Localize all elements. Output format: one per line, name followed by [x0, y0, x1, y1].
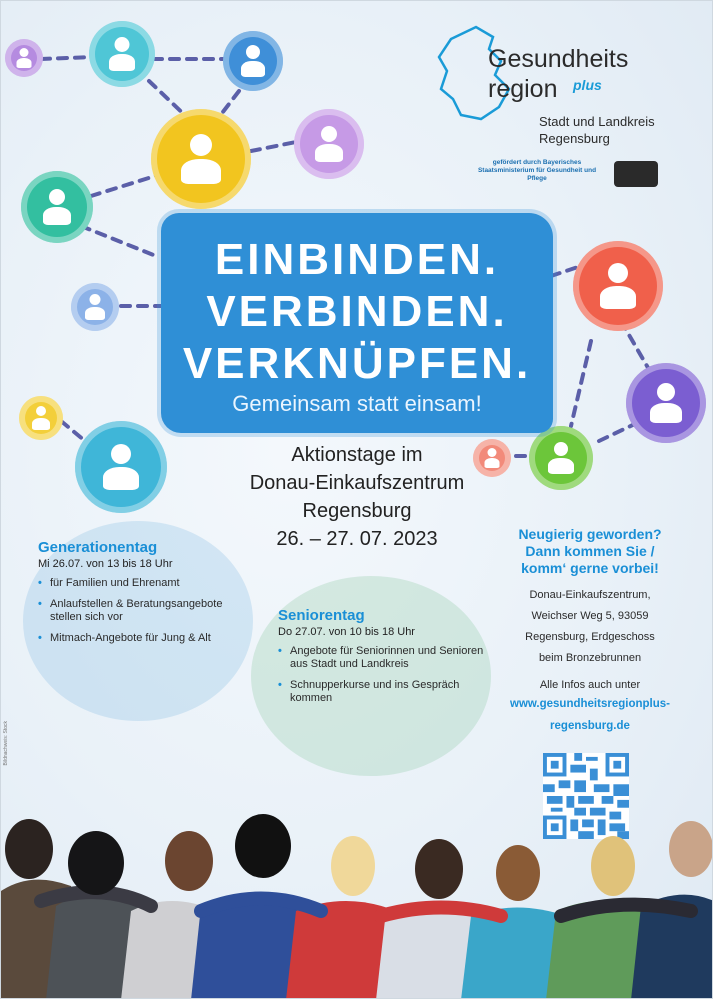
- generationentag-title: Generationentag: [38, 539, 158, 556]
- bavaria-map-icon: [431, 19, 551, 129]
- logo-subtitle: [539, 113, 655, 147]
- generationentag-section: [38, 539, 238, 653]
- logo-subtitle-line2: Regensburg: [539, 131, 610, 146]
- info-section: [479, 526, 701, 737]
- person-bubble-icon: [151, 109, 251, 209]
- event-line-2: Donau-Einkaufszentrum: [249, 472, 465, 494]
- seniorentag-time: Do 27.07. von 10 bis 18 Uhr: [278, 626, 415, 638]
- address-line-4: beim Bronzebrunnen: [538, 652, 642, 664]
- person-bubble-icon: [573, 241, 663, 331]
- logo-word-1: Gesundheits: [488, 45, 629, 73]
- address-line-2: Weichser Weg 5, 93059: [531, 610, 649, 622]
- funded-by: gefördert durch Bayerisches Staatsministerium für Gesundheit und Pflege: [477, 159, 597, 182]
- generationentag-list: [38, 577, 238, 645]
- address-line-3: Regensburg, Erdgeschoss: [525, 631, 655, 643]
- person-bubble-icon: [529, 426, 593, 490]
- generationentag-time: Mi 26.07. von 13 bis 18 Uhr: [38, 558, 173, 570]
- seniorentag-list: [278, 645, 488, 705]
- person-bubble-icon: [5, 39, 43, 77]
- seniorentag-title: Seniorentag: [278, 607, 365, 624]
- list-item: • Anlaufstellen & Beratungsangebote stellen sich vor: [38, 598, 238, 624]
- seniorentag-section: [278, 607, 488, 713]
- website-url-line-1[interactable]: www.gesundheitsregionplus-: [510, 698, 670, 710]
- event-dates: 26. – 27. 07. 2023: [276, 528, 438, 550]
- person-bubble-icon: [89, 21, 155, 87]
- website-link[interactable]: [479, 693, 701, 737]
- person-bubble-icon: [19, 396, 63, 440]
- info-head-3: komm‘ gerne vorbei!: [521, 560, 659, 576]
- image-credit: Bildnachweis: Stock: [3, 721, 9, 766]
- list-item: • für Familien und Ehrenamt: [38, 577, 238, 590]
- person-bubble-icon: [75, 421, 167, 513]
- event-line-1: Aktionstage im: [291, 444, 423, 466]
- logo-plus: plus: [573, 77, 602, 93]
- address: [479, 585, 701, 669]
- list-item: • Angebote für Seniorinnen und Senioren aus Stadt und Landkreis: [278, 645, 488, 671]
- more-info-label: Alle Infos auch unter: [539, 679, 641, 691]
- list-item: • Schnupperkurse und ins Gespräch kommen: [278, 679, 488, 705]
- event-line-3: Regensburg: [302, 500, 412, 522]
- headline-line-3: VERKNÜPFEN.: [182, 339, 532, 388]
- info-head-1: Neugierig geworden?: [518, 526, 662, 542]
- headline-line-1: EINBINDEN.: [214, 235, 500, 284]
- logo-word-2: region: [488, 75, 558, 103]
- website-url-line-2[interactable]: regensburg.de: [550, 720, 630, 732]
- person-bubble-icon: [626, 363, 706, 443]
- info-head-2: Dann kommen Sie /: [525, 543, 655, 559]
- state-crest-icon: [614, 161, 658, 187]
- headline-line-2: VERBINDEN.: [206, 287, 508, 336]
- person-bubble-icon: [71, 283, 119, 331]
- address-line-1: Donau-Einkaufszentrum,: [529, 589, 651, 601]
- logo: [431, 19, 691, 189]
- tagline: Gemeinsam statt einsam!: [232, 391, 482, 416]
- logo-subtitle-line1: Stadt und Landkreis: [539, 114, 655, 129]
- list-item: • Mitmach-Angebote für Jung & Alt: [38, 632, 238, 645]
- headline-banner: [161, 213, 553, 433]
- crowd-illustration: [1, 811, 713, 999]
- person-bubble-icon: [223, 31, 283, 91]
- person-bubble-icon: [21, 171, 93, 243]
- person-bubble-icon: [294, 109, 364, 179]
